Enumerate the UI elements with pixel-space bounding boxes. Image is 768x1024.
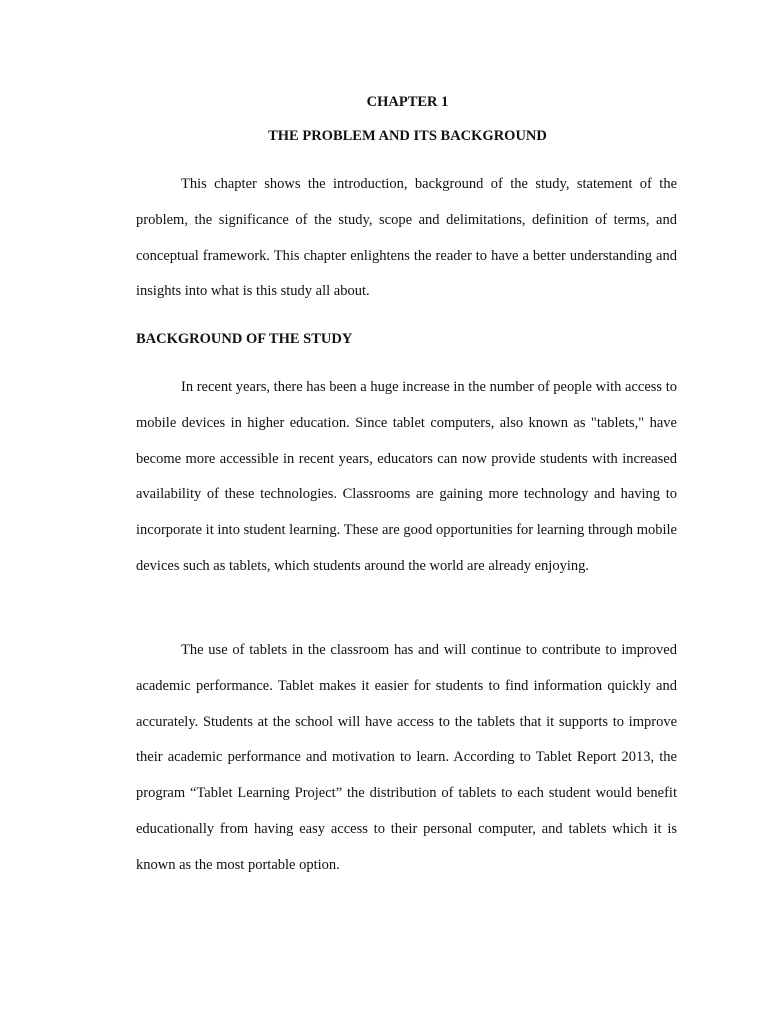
chapter-title: THE PROBLEM AND ITS BACKGROUND (268, 128, 547, 144)
body-paragraph: In recent years, there has been a huge increase in the number of people with access to mobile devices in higher education. Since tablet computers, also known as "tablets," have become more accessible in recent years, educators can now provide students with increased availability of these technologies. Classrooms are gaining more technology and having to incorporate it into student learning. These are good opportunities for learning through mobile devices such as tablets, which students around the world are already enjoying. (136, 379, 677, 574)
section-heading: BACKGROUND OF THE STUDY (136, 331, 353, 347)
chapter-number: CHAPTER 1 (366, 94, 449, 110)
intro-paragraph: This chapter shows the introduction, background of the study, statement of the problem, the significance of the study, scope and delimitations, definition of terms, and conceptual framework. This chapter enlightens the reader to have a better understanding and insights into what is this study all about. (136, 176, 677, 300)
body-paragraph: The use of tablets in the classroom has and will continue to contribute to improved academic performance. Tablet makes it easier for students to find information quickly and accurately. Students at the school will have access to the tablets that it supports to improve their academic performance and motivation to learn. According to Tablet Report 2013, the program “Tablet Learning Project” the distribution of tablets to each student would benefit educationally from having easy access to their personal computer, and tablets which it is known as the most portable option. (136, 642, 677, 873)
